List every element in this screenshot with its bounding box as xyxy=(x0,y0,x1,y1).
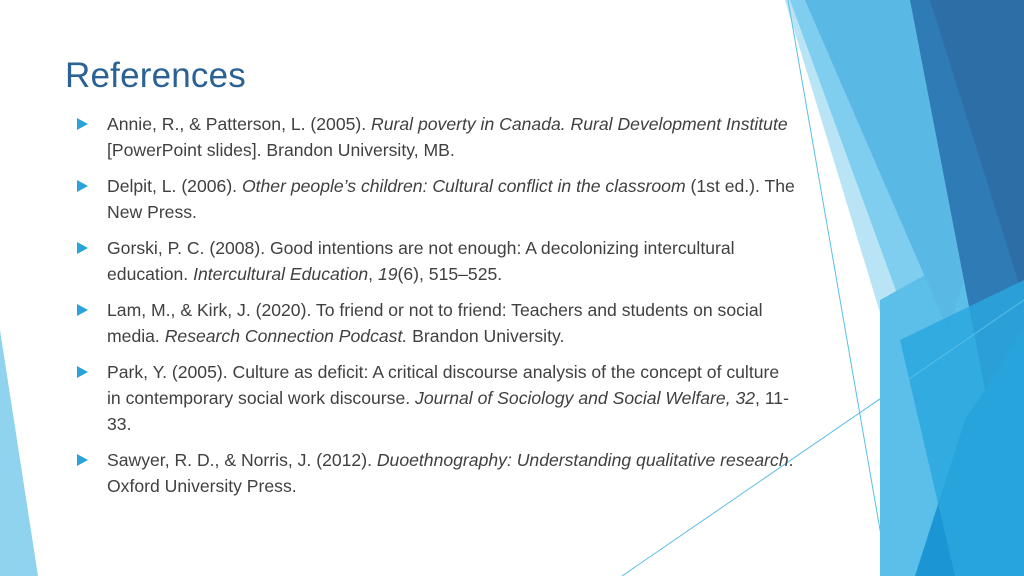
triangle-bullet-icon xyxy=(77,180,88,192)
triangle-bullet-icon xyxy=(77,242,88,254)
reference-segment: , xyxy=(368,264,378,284)
reference-item xyxy=(76,297,796,349)
reference-text xyxy=(107,114,788,160)
left-accent-shape xyxy=(0,330,38,576)
reference-segment: (6), 515–525. xyxy=(397,264,503,284)
reference-italic-segment: 19 xyxy=(377,264,398,284)
reference-item xyxy=(76,173,796,225)
reference-text xyxy=(107,450,794,496)
reference-segment: (1st ed.). The New Press. xyxy=(107,176,795,222)
reference-segment: Gorski, P. C. (2008). Good intentions are not enough: A decolonizing intercultural education. xyxy=(107,238,735,284)
triangle-bullet-icon xyxy=(77,304,88,316)
reference-italic-segment: Other people’s children: Cultural conflict in the classroom xyxy=(241,176,686,196)
reference-text xyxy=(107,176,795,222)
reference-segment: . Oxford University Press. xyxy=(107,450,794,496)
triangle-bullet-icon xyxy=(77,454,88,466)
reference-italic-segment: Rural poverty in Canada. Rural Development Institute xyxy=(371,114,788,134)
reference-text xyxy=(107,300,763,346)
reference-item xyxy=(76,111,796,163)
reference-text xyxy=(107,238,735,284)
triangle-bullet-icon xyxy=(77,118,88,130)
reference-item xyxy=(76,235,796,287)
reference-segment: Delpit, L. (2006). xyxy=(107,176,242,196)
reference-segment: Lam, M., & Kirk, J. (2020). To friend or not to friend: Teachers and students on social media. xyxy=(107,300,763,346)
reference-italic-segment: Duoethnography: Understanding qualitative research xyxy=(376,450,789,470)
slide-title: References xyxy=(65,56,246,95)
reference-italic-segment: Intercultural Education xyxy=(193,264,369,284)
reference-segment: Sawyer, R. D., & Norris, J. (2012). xyxy=(107,450,377,470)
reference-segment: [PowerPoint slides]. Brandon University, MB. xyxy=(107,140,455,160)
reference-segment: Brandon University. xyxy=(407,326,565,346)
reference-item xyxy=(76,447,796,499)
reference-list xyxy=(76,111,796,509)
reference-segment: , 11-33. xyxy=(107,388,789,434)
reference-italic-segment: Journal of Sociology and Social Welfare, 32 xyxy=(415,388,756,408)
reference-italic-segment: Research Connection Podcast. xyxy=(164,326,408,346)
reference-item xyxy=(76,359,796,437)
triangle-bullet-icon xyxy=(77,366,88,378)
reference-segment: Annie, R., & Patterson, L. (2005). xyxy=(107,114,372,134)
reference-text xyxy=(107,362,789,434)
reference-segment: Park, Y. (2005). Culture as deficit: A critical discourse analysis of the concept of culture in contemporary social work discourse. xyxy=(107,362,780,408)
